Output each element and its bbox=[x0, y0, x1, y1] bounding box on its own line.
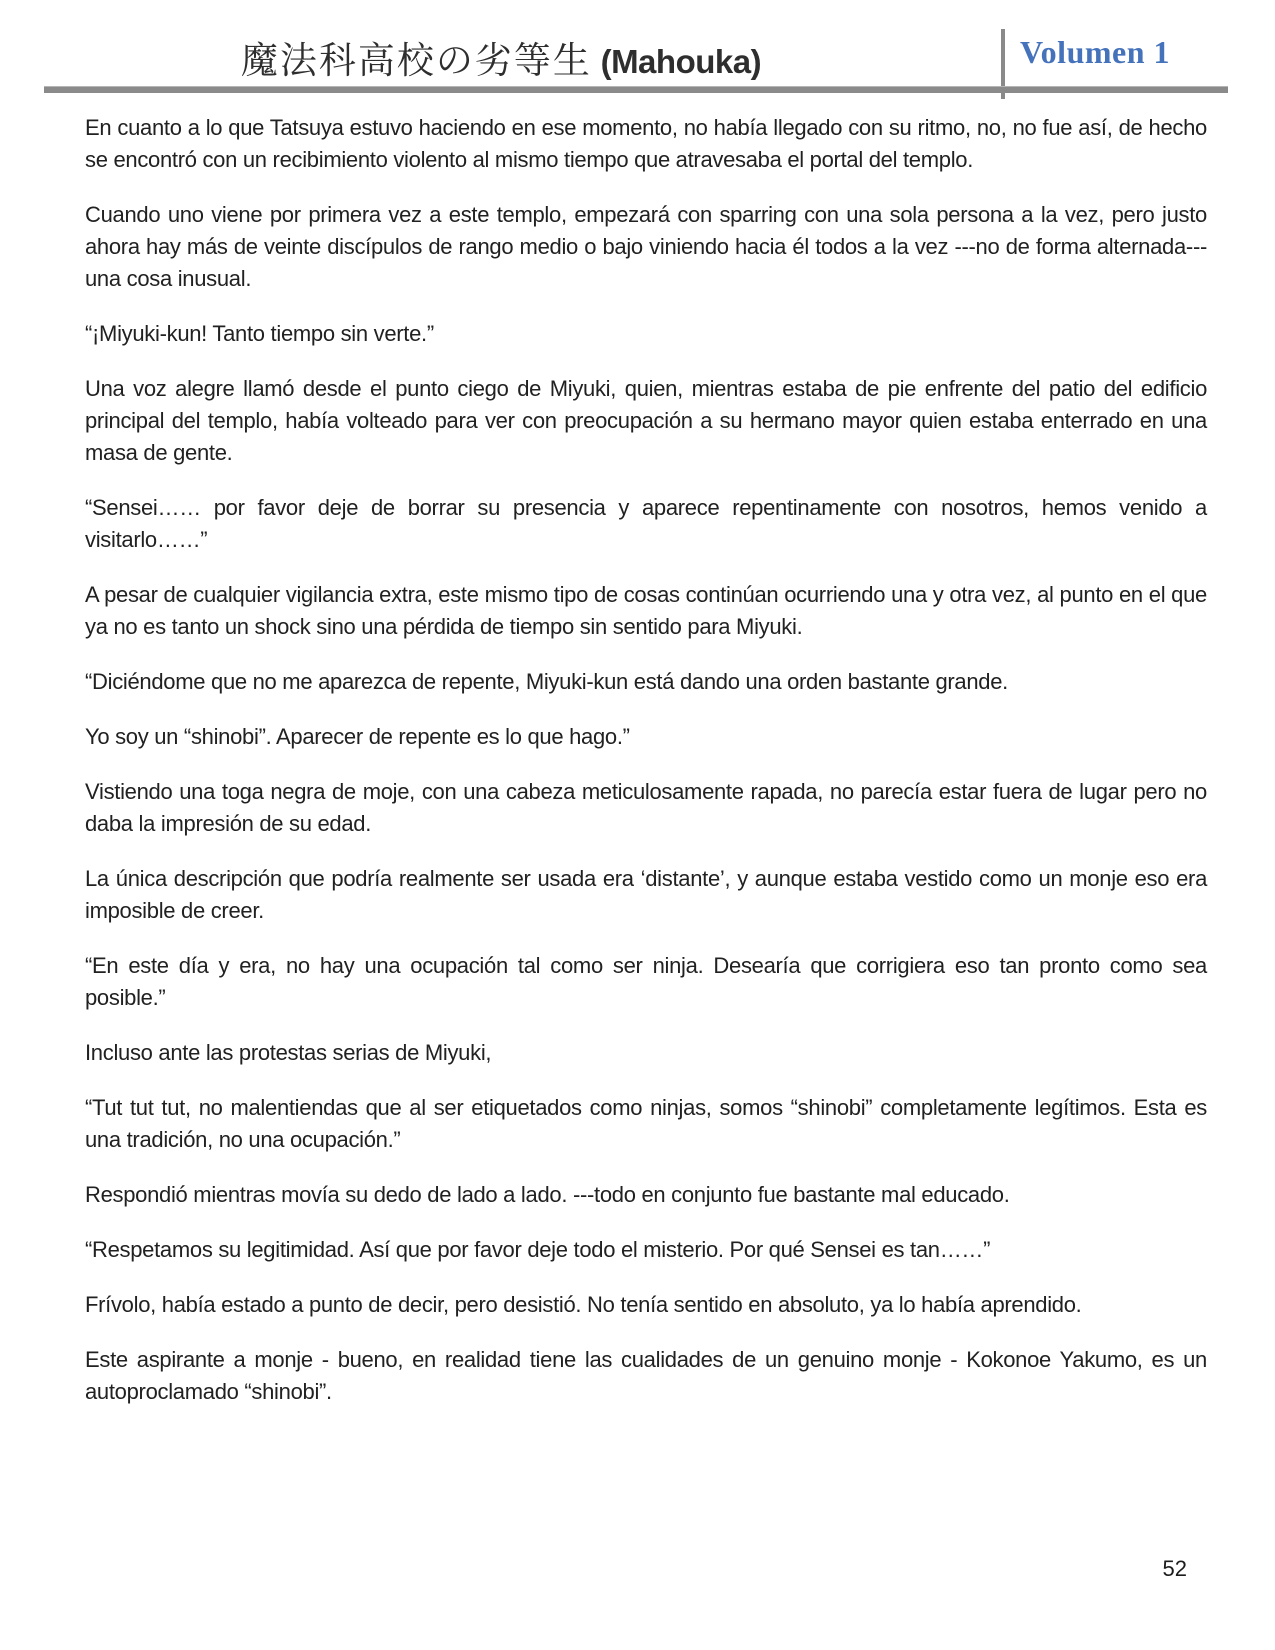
paragraph: Este aspirante a monje - bueno, en realidad tiene las cualidades de un genuino monje - Kokonoe Yakumo, es un autoproclamado “shinobi”. bbox=[85, 1347, 1207, 1404]
paragraph: En cuanto a lo que Tatsuya estuvo haciendo en ese momento, no había llegado con su ritmo, no, no fue así, de hecho se encontró con un recibimiento violento al mismo tiempo que atravesaba el portal del templo. bbox=[85, 115, 1207, 172]
paragraph: “Sensei…… por favor deje de borrar su presencia y aparece repentinamente con nosotros, hemos venido a visitarlo……” bbox=[85, 495, 1207, 552]
paragraph: “Tut tut tut, no malentiendas que al ser etiquetados como ninjas, somos “shinobi” completamente legítimos. Esta es una tradición, no una ocupación.” bbox=[85, 1095, 1207, 1152]
paragraph: Incluso ante las protestas serias de Miyuki, bbox=[85, 1040, 492, 1065]
page-header bbox=[0, 0, 1275, 112]
paragraph: Cuando uno viene por primera vez a este templo, empezará con sparring con una sola persona a la vez, pero justo ahora hay más de veinte discípulos de rango medio o bajo viniendo hacia él todos a la vez ---no de forma alternada--- una cosa inusual. bbox=[85, 202, 1207, 291]
title-japanese: 魔法科高校の劣等生 bbox=[240, 39, 592, 82]
paragraph: “Diciéndome que no me aparezca de repente, Miyuki-kun está dando una orden bastante grande. bbox=[85, 669, 1008, 694]
paragraph: “Respetamos su legitimidad. Así que por favor deje todo el misterio. Por qué Sensei es tan……” bbox=[85, 1237, 991, 1262]
body-text bbox=[85, 112, 1207, 1431]
header-rule bbox=[44, 86, 1228, 93]
page-title bbox=[0, 30, 1002, 84]
paragraph: “En este día y era, no hay una ocupación tal como ser ninja. Desearía que corrigiera eso tan pronto como sea posible.” bbox=[85, 953, 1207, 1010]
paragraph: Una voz alegre llamó desde el punto ciego de Miyuki, quien, mientras estaba de pie enfrente del patio del edificio principal del templo, había volteado para ver con preocupación a su hermano mayor quien estaba enterrado en una masa de gente. bbox=[85, 376, 1207, 465]
paragraph: Frívolo, había estado a punto de decir, pero desistió. No tenía sentido en absoluto, ya lo había aprendido. bbox=[85, 1292, 1082, 1317]
volume-label: Volumen 1 bbox=[1020, 34, 1171, 70]
paragraph: Vistiendo una toga negra de moje, con una cabeza meticulosamente rapada, no parecía estar fuera de lugar pero no daba la impresión de su edad. bbox=[85, 779, 1207, 836]
page-number: 52 bbox=[1162, 1556, 1187, 1581]
paragraph: Yo soy un “shinobi”. Aparecer de repente es lo que hago.” bbox=[85, 724, 630, 749]
paragraph: A pesar de cualquier vigilancia extra, este mismo tipo de cosas continúan ocurriendo una y otra vez, al punto en el que ya no es tanto un shock sino una pérdida de tiempo sin sentido para Miyuki. bbox=[85, 582, 1207, 639]
paragraph: Respondió mientras movía su dedo de lado a lado. ---todo en conjunto fue bastante mal educado. bbox=[85, 1182, 1010, 1207]
title-latin: (Mahouka) bbox=[591, 43, 762, 80]
paragraph: La única descripción que podría realmente ser usada era ‘distante’, y aunque estaba vestido como un monje eso era imposible de creer. bbox=[85, 866, 1207, 923]
paragraph: “¡Miyuki-kun! Tanto tiempo sin verte.” bbox=[85, 321, 434, 346]
